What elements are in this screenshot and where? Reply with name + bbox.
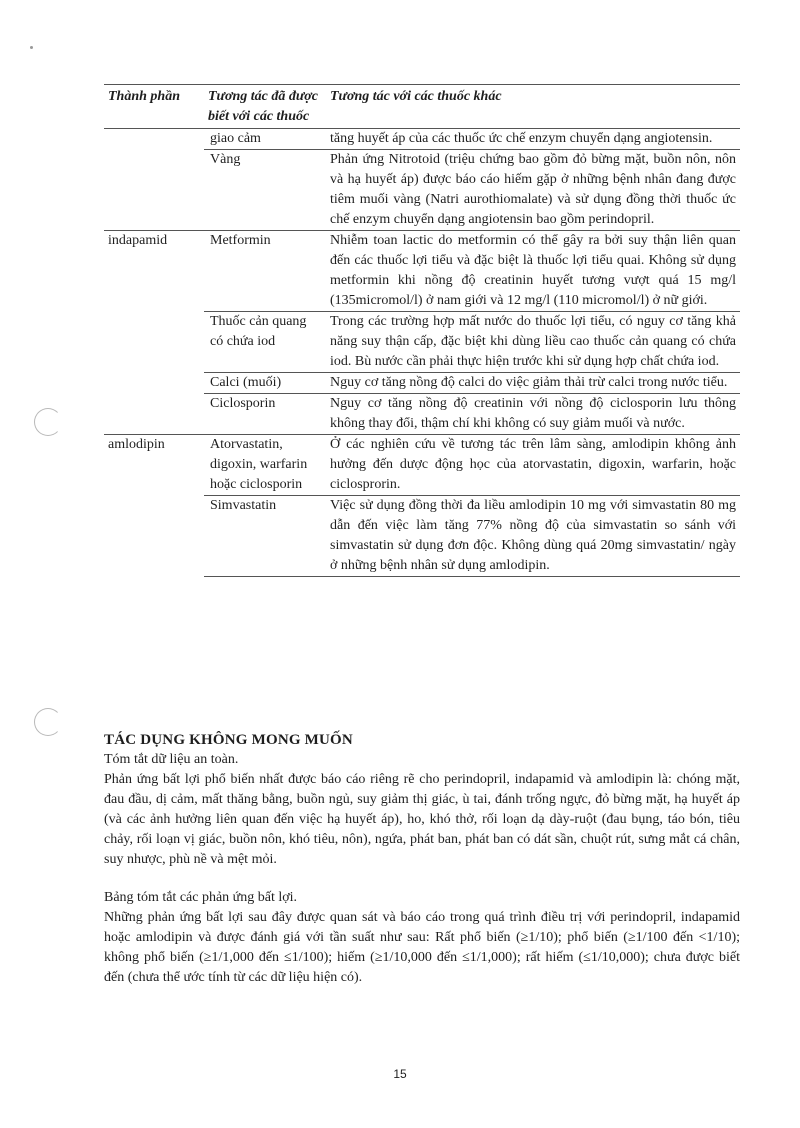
table-row [104, 435, 740, 496]
frequency-paragraph: Những phản ứng bất lợi sau đây được quan sát và báo cáo trong quá trình điều trị với perindopril, indapamid hoặc amlodipin và được đánh giá với tần suất như sau: Rất phổ biến (≥1/10); phổ biến (≥1/100 đến <1/10); không phổ biến (≥1/1,000 đến ≤1/100); hiếm (≥1/10,000 đến ≤1/1,000); rất hiếm (≤1/10,000); chưa được biết đến (chưa thể ước tính từ các dữ liệu hiện có). [104, 910, 740, 985]
component-cell [104, 150, 204, 231]
section-title: TÁC DỤNG KHÔNG MONG MUỐN [104, 732, 353, 748]
drug-cell: Ciclosporin [204, 394, 326, 435]
table-row [104, 312, 740, 373]
safety-summary-line: Tóm tắt dữ liệu an toàn. [104, 752, 239, 767]
drug-cell: Atorvastatin, digoxin, warfarin hoặc ciclosporin [204, 435, 326, 496]
page-number: 15 [393, 1067, 407, 1081]
binder-hole-bottom [34, 708, 62, 736]
drug-cell: Simvastatin [204, 496, 326, 577]
adverse-effects-section [104, 730, 740, 988]
interaction-cell: Nhiễm toan lactic do metformin có thể gây ra bởi suy thận liên quan đến các thuốc lợi tiểu và đặc biệt là thuốc lợi tiểu quai. Không sử dụng metformin khi nồng độ creatinin huyết tương vượt quá 15 mg/l (135micromol/l) ở nam giới và 12 mg/l (110 micromol/l) ở nữ giới. [326, 231, 740, 312]
component-cell [104, 373, 204, 394]
interaction-cell: Phản ứng Nitrotoid (triệu chứng bao gồm đỏ bừng mặt, buồn nôn, nôn và hạ huyết áp) được báo cáo hiếm gặp ở những bệnh nhân đang được tiêm muối vàng (Natri aurothiomalate) và sử dụng đồng thời thuốc ức chế enzym chuyển dạng angiotensin bao gồm perindopril. [326, 150, 740, 231]
drug-cell: Calci (muối) [204, 373, 326, 394]
scan-speck [30, 46, 33, 49]
interaction-cell: Trong các trường hợp mất nước do thuốc lợi tiểu, có nguy cơ tăng khả năng suy thận cấp, đặc biệt khi dùng liều cao thuốc cản quang có chứa iod. Bù nước cần phải thực hiện trước khi sử dụng hợp chất chứa iod. [326, 312, 740, 373]
header-other-interaction: Tương tác với các thuốc khác [326, 85, 740, 129]
component-cell [104, 496, 204, 577]
table-row [104, 496, 740, 577]
component-cell [104, 129, 204, 150]
header-known-interaction: Tương tác đã được biết với các thuốc [204, 85, 326, 129]
component-cell: amlodipin [104, 435, 204, 496]
interaction-cell: Ở các nghiên cứu về tương tác trên lâm sàng, amlodipin không ảnh hưởng đến dược động học của atorvastatin, digoxin, warfarin, hoặc ciclosprorin. [326, 435, 740, 496]
drug-cell: Metformin [204, 231, 326, 312]
drug-cell: giao cảm [204, 129, 326, 150]
binder-hole-top [34, 408, 62, 436]
reaction-table-caption: Bảng tóm tắt các phản ứng bất lợi. [104, 890, 298, 905]
table-row [104, 231, 740, 312]
table-row [104, 129, 740, 150]
interaction-cell: Nguy cơ tăng nồng độ creatinin với nồng độ ciclosporin lưu thông không thay đổi, thậm chí khi không có suy giảm muối và nước. [326, 394, 740, 435]
table-row [104, 394, 740, 435]
component-cell [104, 312, 204, 373]
common-reactions-paragraph: Phản ứng bất lợi phổ biến nhất được báo cáo riêng rẽ cho perindopril, indapamid và amlodipin là: chóng mặt, đau đầu, dị cảm, mất thăng bằng, buồn ngủ, suy giảm thị giác, ù tai, đánh trống ngực, đỏ bừng mặt, hạ huyết áp (và các ảnh hưởng liên quan đến việc hạ huyết áp), ho, khó thở, rối loạn dạ dày-ruột (đau bụng, táo bón, tiêu chảy, rối loạn vị giác, buồn nôn, khó tiêu, nôn), ngứa, phát ban, phát ban có dát sần, chuột rút, sưng mắt cá chân, suy nhược, phù nề và mệt mỏi. [104, 772, 740, 867]
table-row [104, 373, 740, 394]
interaction-cell: Việc sử dụng đồng thời đa liều amlodipin 10 mg với simvastatin 80 mg dẫn đến việc làm tăng 77% nồng độ của simvastatin so sánh với simvastatin sử dụng đơn độc. Không dùng quá 20mg simvastatin/ ngày ở những bệnh nhân sử dụng amlodipin. [326, 496, 740, 577]
drug-cell: Vàng [204, 150, 326, 231]
component-cell [104, 394, 204, 435]
table-header-row [104, 85, 740, 129]
component-cell: indapamid [104, 231, 204, 312]
table-row [104, 150, 740, 231]
drug-interaction-table [104, 84, 740, 577]
interaction-cell: Nguy cơ tăng nồng độ calci do việc giảm thải trừ calci trong nước tiểu. [326, 373, 740, 394]
drug-cell: Thuốc cản quang có chứa iod [204, 312, 326, 373]
header-component: Thành phần [104, 85, 204, 129]
interaction-cell: tăng huyết áp của các thuốc ức chế enzym chuyển dạng angiotensin. [326, 129, 740, 150]
